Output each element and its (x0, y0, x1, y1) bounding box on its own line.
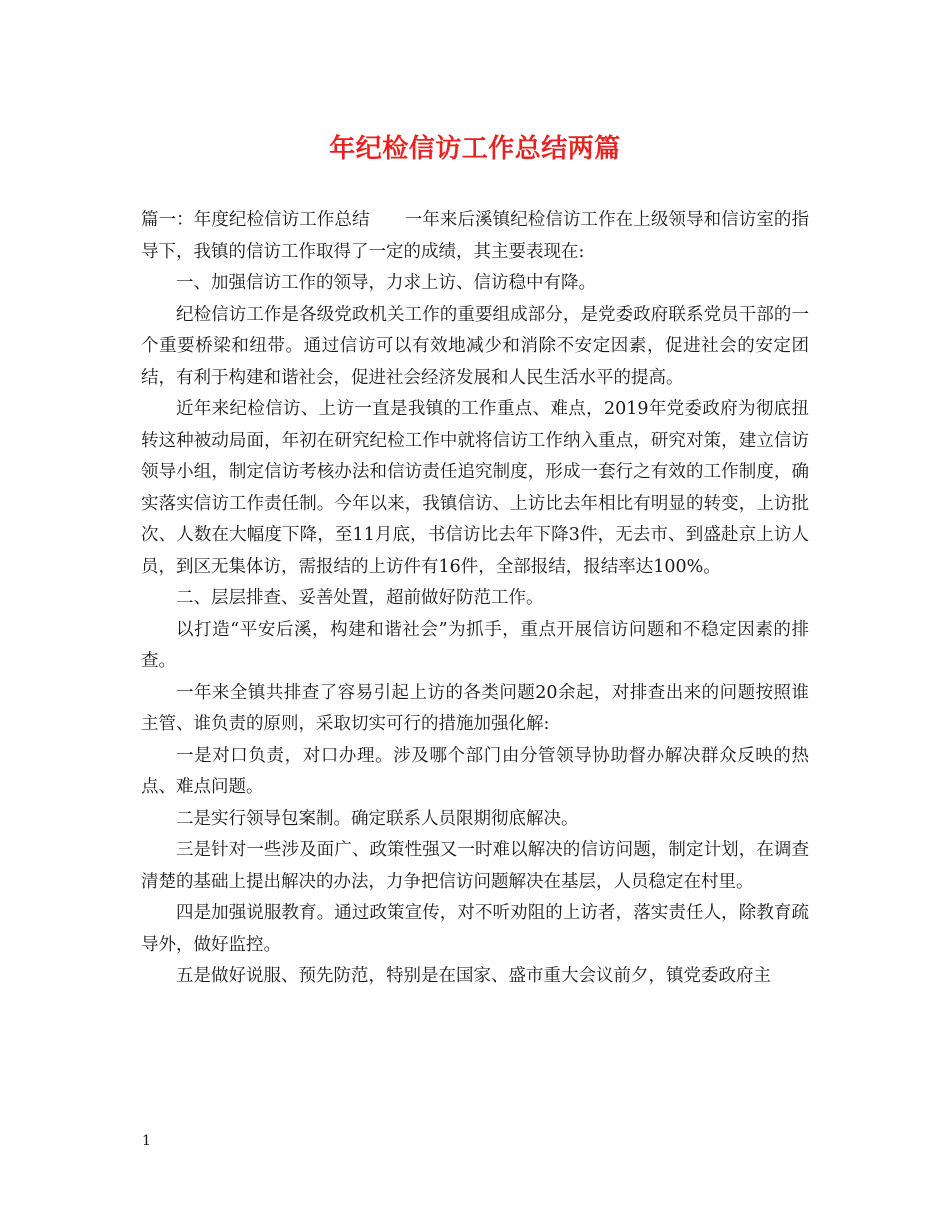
paragraph: 纪检信访工作是各级党政机关工作的重要组成部分，是党委政府联系党员干部的一个重要桥梁和纽带。通过信访可以有效地减少和消除不安定因素，促进社会的安定团结，有利于构建和谐社会，促进社会经济发展和人民生活水平的提高。 (141, 304, 809, 388)
paragraph: 近年来纪检信访、上访一直是我镇的工作重点、难点，2019年党委政府为彻底扭转这种被动局面，年初在研究纪检工作中就将信访工作纳入重点，研究对策，建立信访领导小组，制定信访考核办法和信访责任追究制度，形成一套行之有效的工作制度，确实落实信访工作责任制。今年以来，我镇信访、上访比去年相比有明显的转变，上访批次、人数在大幅度下降，至11月底，书信访比去年下降3件，无去市、到盛赴京上访人员，到区无集体访，需报结的上访件有16件，全部报结，报结率达100%。 (141, 399, 809, 577)
document-body (141, 205, 809, 993)
paragraph: 一年来全镇共排查了容易引起上访的各类问题20余起，对排查出来的问题按照谁主管、谁负责的原则，采取切实可行的措施加强化解: (141, 682, 809, 734)
paragraph: 五是做好说服、预先防范，特别是在国家、盛市重大会议前夕，镇党委政府主 (176, 966, 771, 986)
paragraph: 二是实行领导包案制。确定联系人员限期彻底解决。 (176, 808, 579, 829)
paragraph: 四是加强说服教育。通过政策宣传，对不听劝阻的上访者，落实责任人，除教育疏导外，做好监控。 (141, 903, 809, 955)
paragraph: 二、层层排查、妥善处置，超前做好防范工作。 (176, 588, 544, 608)
paragraph: 一、加强信访工作的领导，力求上访、信访稳中有降。 (176, 273, 596, 293)
paragraph: 以打造“平安后溪，构建和谐社会”为抓手，重点开展信访问题和不稳定因素的排查。 (141, 619, 809, 671)
page-number: 1 (142, 1133, 151, 1149)
document-title: 年纪检信访工作总结两篇 (329, 134, 621, 164)
paragraph: 三是针对一些涉及面广、政策性强又一时难以解决的信访问题，制定计划，在调查清楚的基础上提出解决的办法，力争把信访问题解决在基层，人员稳定在村里。 (141, 840, 809, 892)
paragraph: 篇一：年度纪检信访工作总结 一年来后溪镇纪检信访工作在上级领导和信访室的指导下，我镇的信访工作取得了一定的成绩，其主要表现在: (141, 210, 809, 262)
paragraph: 一是对口负责，对口办理。涉及哪个部门由分管领导协助督办解决群众反映的热点、难点问题。 (141, 745, 809, 797)
